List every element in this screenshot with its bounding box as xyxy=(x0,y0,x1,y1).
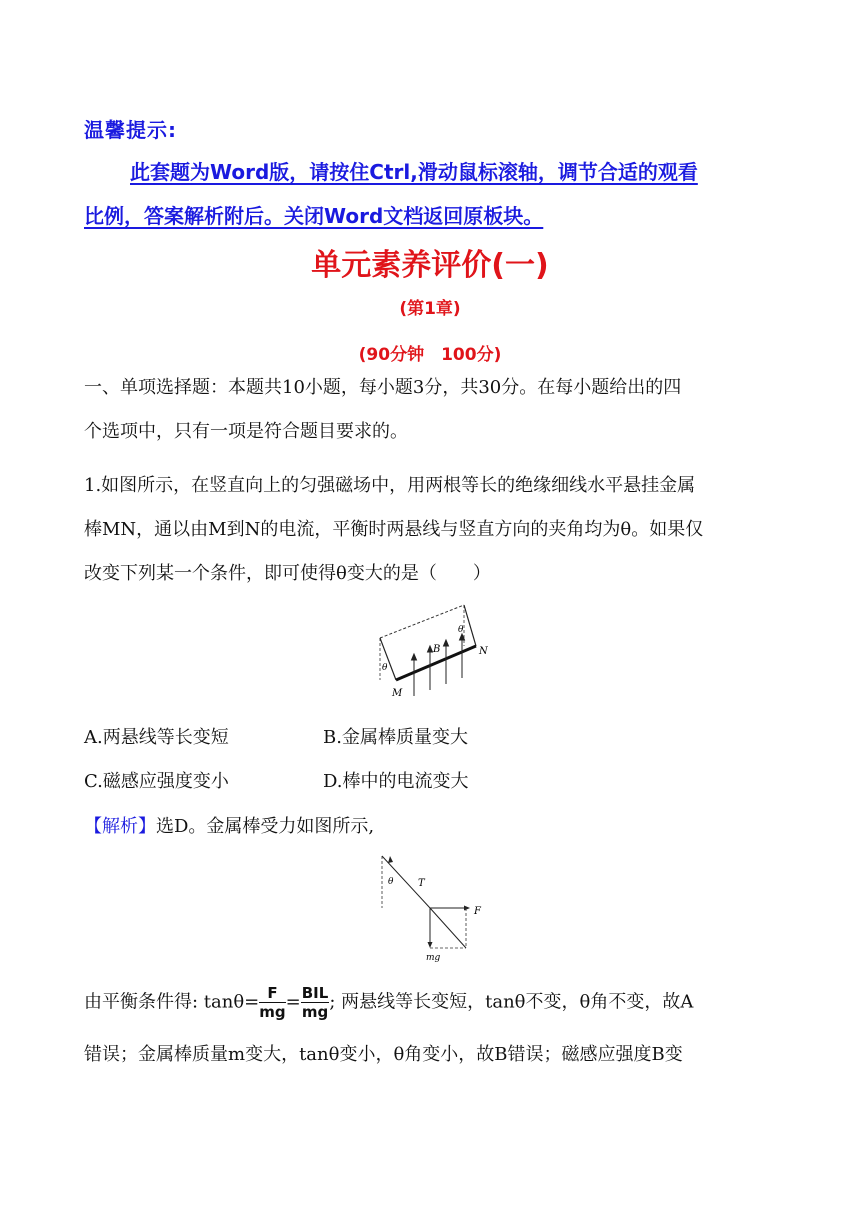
option-d: D.棒中的电流变大 xyxy=(323,771,469,792)
tip-line-1: 此套题为Word版，请按住Ctrl,滑动鼠标滚轴，调节合适的观看 xyxy=(130,160,698,184)
question-1-line-3: 改变下列某一个条件，即可使得θ变大的是（ ） xyxy=(84,563,491,584)
question-1-line-2: 棒MN，通以由M到N的电流，平衡时两悬线与竖直方向的夹角均为θ。如果仅 xyxy=(84,519,704,540)
equation-equals: = xyxy=(285,991,301,1013)
analysis-line-2: 错误；金属棒质量m变大，tanθ变小，θ角变小，故B错误；磁感应强度B变 xyxy=(84,1044,683,1065)
fraction-bil-over-mg xyxy=(301,984,330,1021)
equation-prefix: 由平衡条件得: tanθ= xyxy=(84,991,260,1013)
figure-theta-right: θ xyxy=(458,625,464,635)
equation-line xyxy=(84,984,693,1021)
tip-line-2: 比例，答案解析附后。关闭Word文档返回原板块。 xyxy=(84,204,544,228)
fraction-1-numerator: F xyxy=(259,984,285,1003)
option-b: B.金属棒质量变大 xyxy=(323,727,468,748)
figure-label-m: M xyxy=(392,688,403,699)
fraction-1-denominator: mg xyxy=(259,1003,286,1021)
question-1-stem xyxy=(84,464,784,596)
analysis-intro xyxy=(84,812,374,838)
section-intro xyxy=(84,366,784,454)
question-1-figure xyxy=(372,600,502,704)
analysis-tag: 【解析】 xyxy=(84,816,156,837)
force-t-label: T xyxy=(418,878,425,889)
figure-theta-left: θ xyxy=(382,663,388,673)
analysis-text: 选D。金属棒受力如图所示, xyxy=(156,816,375,837)
fraction-2-numerator: BIL xyxy=(301,984,329,1002)
force-mg-label: mg xyxy=(426,953,441,963)
fraction-2-denominator: mg xyxy=(301,1003,329,1021)
force-f-label: F xyxy=(474,906,481,917)
figure-label-n: N xyxy=(479,646,488,657)
fraction-f-over-mg xyxy=(259,984,285,1021)
option-c: C.磁感应强度变小 xyxy=(84,771,229,792)
force-diagram xyxy=(376,852,496,964)
option-a: A.两悬线等长变短 xyxy=(84,727,229,748)
time-score-label: (90分钟 100分) xyxy=(358,345,502,365)
tip-title: 温馨提示: xyxy=(84,118,177,142)
section-intro-line-1: 一、单项选择题：本题共10小题，每小题3分，共30分。在每小题给出的四 xyxy=(84,377,682,398)
section-intro-line-2: 个选项中，只有一项是符合题目要求的。 xyxy=(84,421,408,442)
figure-label-b: B xyxy=(433,644,441,655)
unit-title: 单元素养评价(一) xyxy=(311,248,549,283)
question-1-line-1: 1.如图所示，在竖直向上的匀强磁场中，用两根等长的绝缘细线水平悬挂金属 xyxy=(84,475,696,496)
force-theta-label: θ xyxy=(388,877,394,887)
chapter-label: (第1章) xyxy=(399,299,461,319)
equation-suffix: ; 两悬线等长变短，tanθ不变，θ角不变，故A xyxy=(329,991,694,1013)
